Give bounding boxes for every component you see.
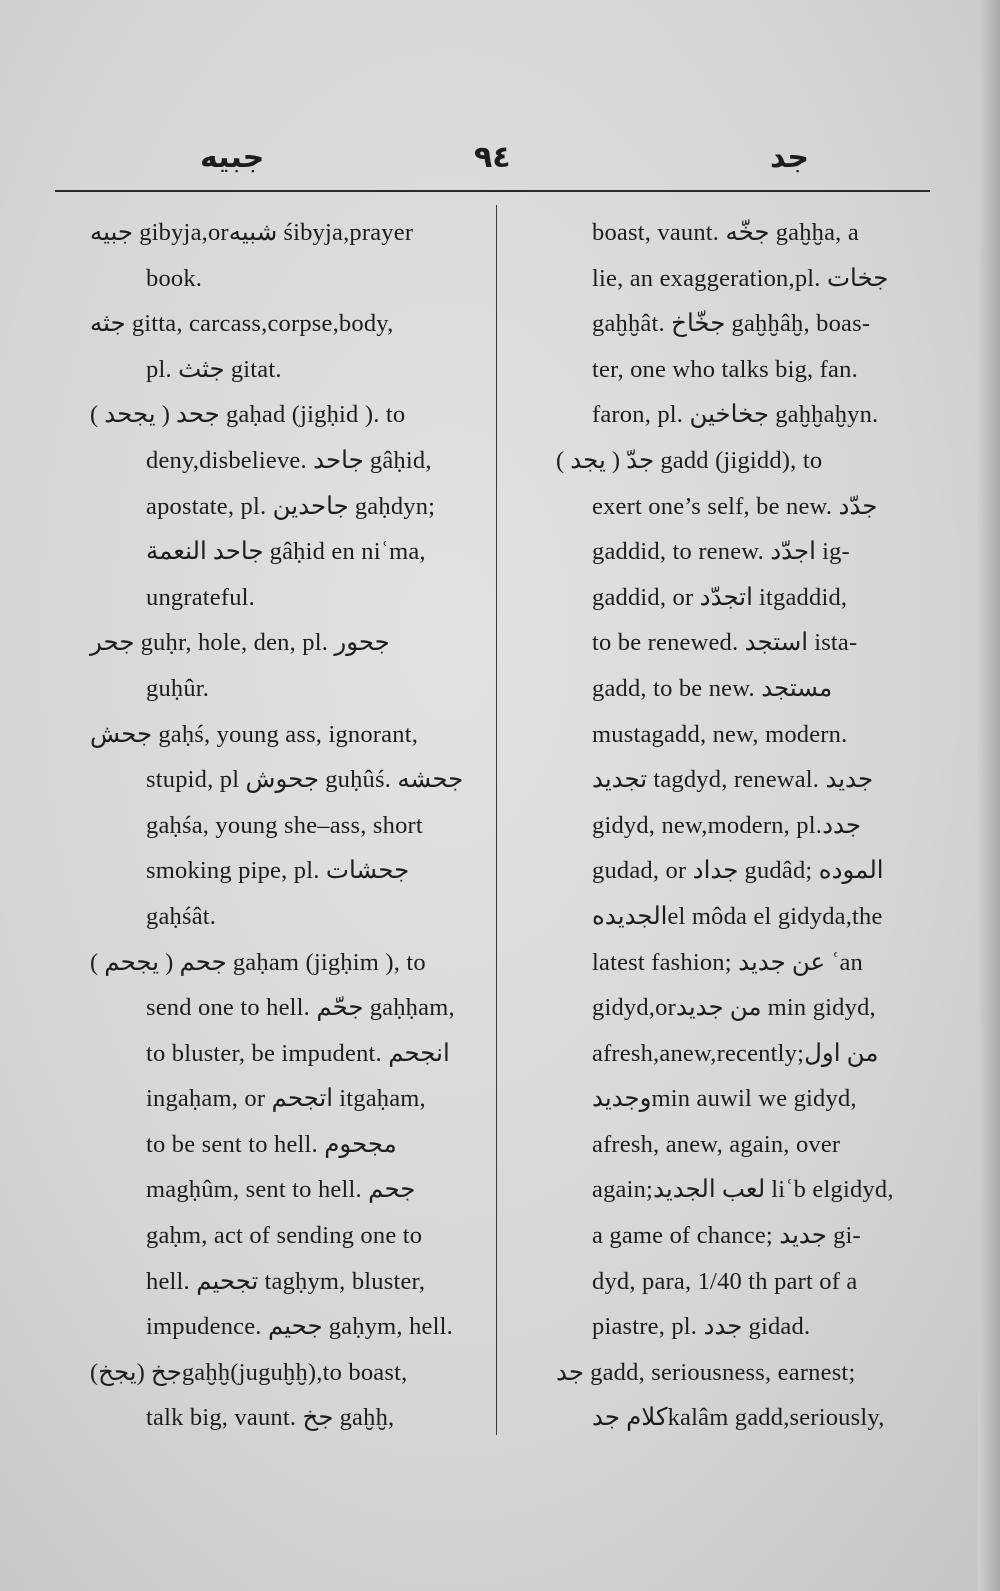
entry-line: الجديدهel môda el gidyda,the [592,902,883,930]
entry-line: guḥûr. [146,674,210,702]
entry-line: book. [146,264,203,292]
entry-line: magḥûm, sent to hell. جحم [146,1176,416,1204]
entry-line: hell. تجحيم tagḥym, bluster, [146,1267,426,1295]
entry-line: جحم ( يجحم ) gaḥam (jigḥim ), to [90,948,426,976]
entry-line: gaḥśât. [146,902,217,930]
entry-line: جحد ( يجحد ) gaḥad (jigḥid ). to [90,401,406,429]
entry-line: talk big, vaunt. جخ gaḫḫ, [146,1404,395,1432]
page-edge [978,0,1000,1591]
header-rule [55,190,930,192]
entry-line: pl. جثث gitat. [146,355,282,383]
entry-line: gadd, to be new. مستجد [592,674,833,702]
entry-line: afresh,anew,recently;من اول [592,1039,879,1067]
entry-line: gaḫḫât. جخّاخ gaḫḫâḫ, boas- [592,310,871,338]
entry-line: جد gadd, seriousness, earnest; [556,1358,856,1386]
entry-line: جثه gitta, carcass,corpse,body, [90,310,394,338]
entry-line: smoking pipe, pl. جحشات [146,857,410,885]
entry-line: ungrateful. [146,583,256,611]
right-column [556,210,941,1441]
entry-line: وجديدmin auwil we gidyd, [592,1085,857,1113]
entry-line: to bluster, be impudent. انجحم [146,1039,450,1067]
entry-line: gudad, or جداد gudâd; الموده [592,857,884,885]
entry-line: جدّ ( يجد ) gadd (jigidd), to [556,446,823,474]
entry-line: gaḥm, act of sending one to [146,1222,423,1250]
entry-line: apostate, pl. جاحدين gaḥdyn; [146,492,436,520]
entry-line: faron, pl. جخاخين gaḫḫaḫyn. [592,401,879,429]
entry-line: gaddid, to renew. اجدّد ig- [592,538,850,566]
entry-line: mustagadd, new, modern. [592,720,848,748]
entry-line: impudence. جحيم gaḥym, hell. [146,1313,453,1341]
entry-line: gaḥśa, young she–ass, short [146,811,423,839]
entry-line: lie, an exaggeration,pl. جخات [592,264,889,292]
entry-line: afresh, anew, again, over [592,1130,841,1158]
entry-line: latest fashion; عن جديد ʿan [592,948,863,976]
entry-line: exert one’s self, be new. جدّد [592,492,878,520]
entry-line: send one to hell. جحّم gaḥḥam, [146,994,455,1022]
entry-line: deny,disbelieve. جاحد gâḥid, [146,446,432,474]
entry-line: boast, vaunt. جخّه gaḫḫa, a [592,219,859,246]
entry-line: dyd, para, 1/40 th part of a [592,1267,858,1295]
entry-line: تجديد tagdyd, renewal. جديد [592,766,874,794]
entry-line: a game of chance; جديد gi- [592,1222,861,1250]
column-divider [496,205,497,1435]
entry-line: كلام جدkalâm gadd,seriously, [592,1404,885,1432]
entry-line: piastre, pl. جدد gidad. [592,1313,811,1341]
entry-line: جاحد النعمة gâḥid en niʿma, [146,538,426,566]
entry-line: again;لعب الجديد liʿb elgidyd, [592,1176,894,1204]
entry-line: جبيه gibyja,orشبيه śibyja,prayer [90,219,414,246]
entry-line: جحش gaḥś, young ass, ignorant, [90,720,419,748]
entry-line: to be sent to hell. مجحوم [146,1130,397,1158]
entry-line: gidyd, new,modern, pl.جدد [592,811,862,839]
entry-line: gaddid, or اتجدّد itgaddid, [592,583,848,611]
entry-line: جحر guḥr, hole, den, pl. جحور [90,629,390,657]
entry-line: ingaḥam, or اتجحم itgaḥam, [146,1085,426,1113]
entry-line: جخ (يجخ)gaḫḫ(juguḫḫ),to boast, [90,1358,408,1386]
left-column [90,210,490,1441]
entry-line: gidyd,orمن جديد min gidyd, [592,994,876,1022]
entry-line: stupid, pl جحوش guḥûś. جحشه [146,766,464,794]
entry-line: ter, one who talks big, fan. [592,355,858,383]
header-catchword-right: جد [770,140,809,175]
entry-line: to be renewed. استجد ista- [592,629,858,657]
page-number: ٩٤ [474,140,511,175]
header-catchword-left: جبيه [200,140,265,175]
